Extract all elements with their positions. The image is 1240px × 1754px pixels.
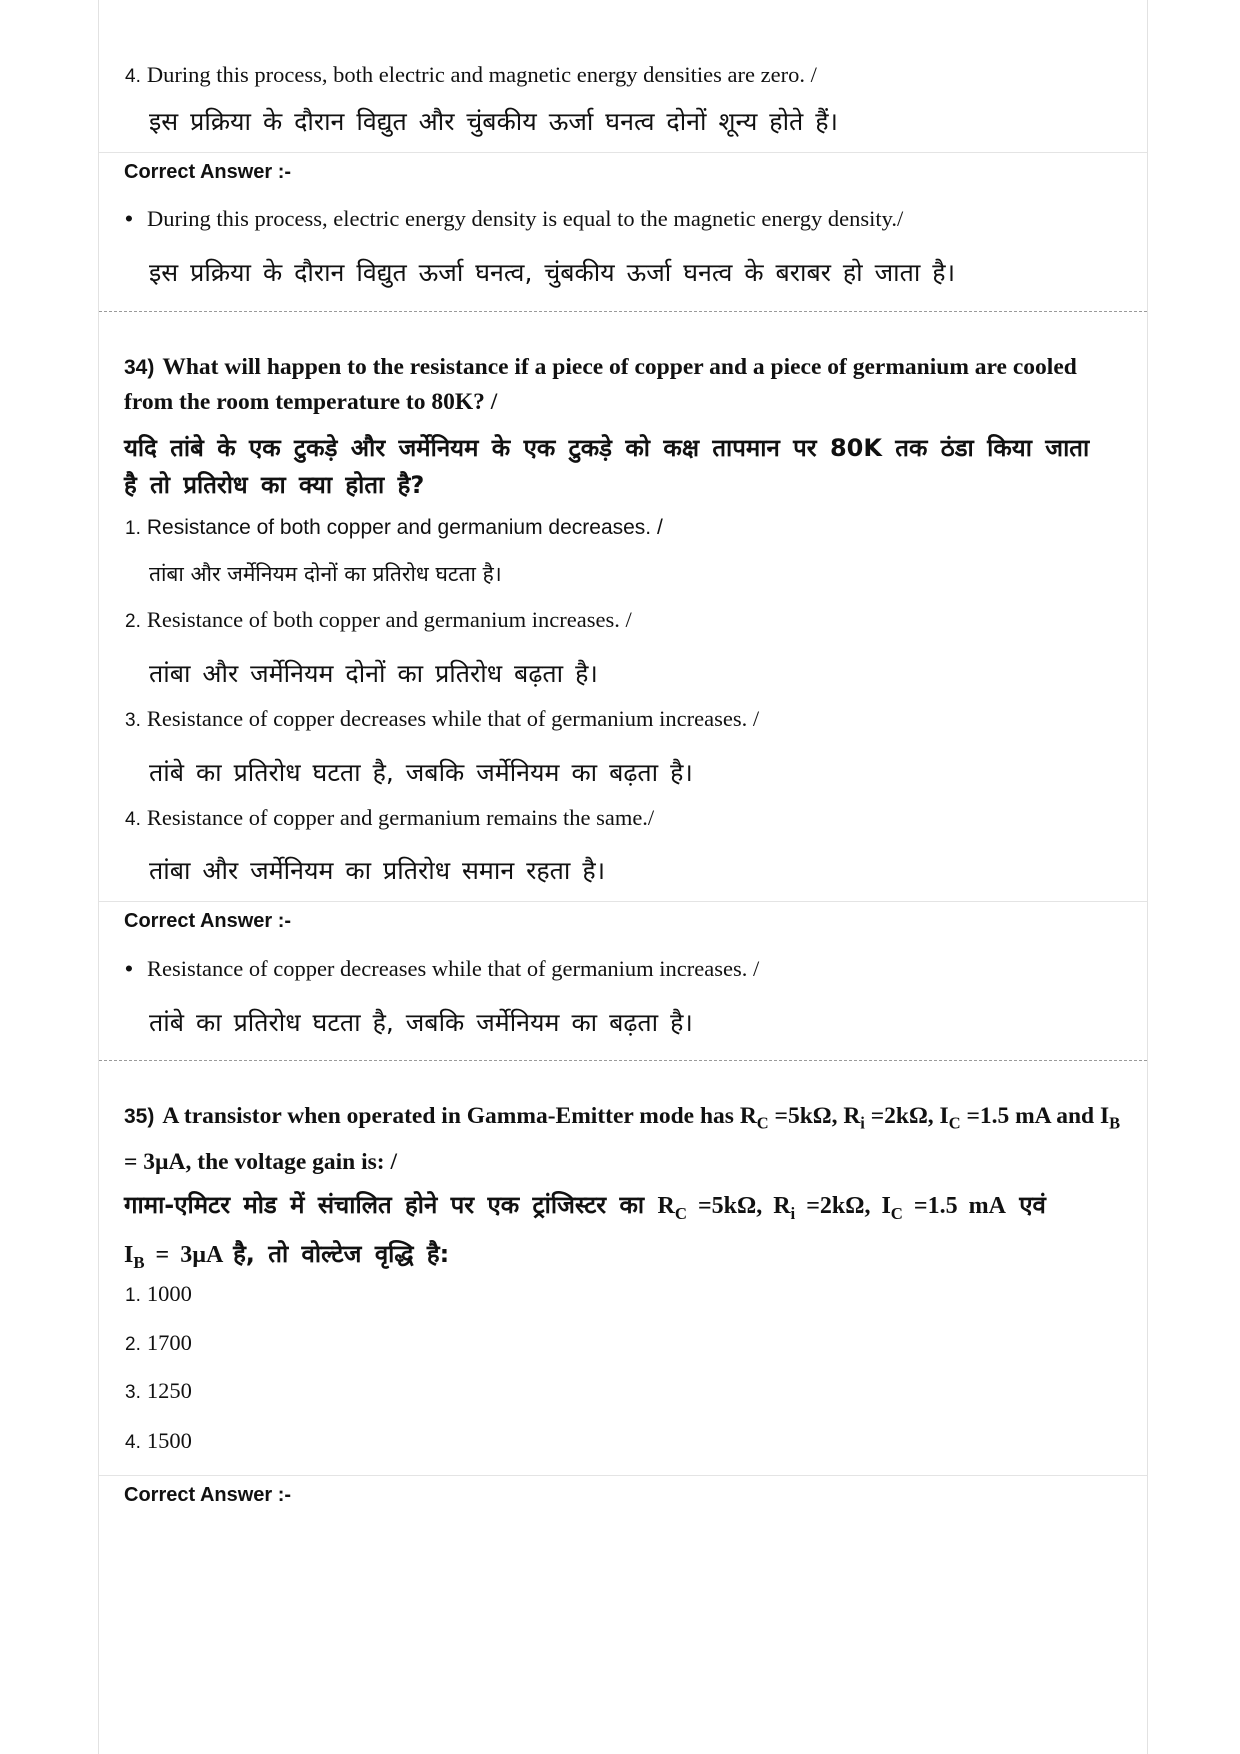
question-text: = 3µA xyxy=(144,1241,234,1268)
option-number: 1. xyxy=(125,1285,141,1306)
question-text: I xyxy=(124,1241,134,1268)
option-text-en: Resistance of copper and germanium remains the same./ xyxy=(146,805,655,830)
question-text: एवं xyxy=(1005,1191,1046,1219)
divider xyxy=(99,1475,1147,1476)
option-text-en: During this process, both electric and magnetic energy densities are zero. / xyxy=(146,62,817,87)
option-4-hi: तांबा और जर्मेनियम का प्रतिरोध समान रहता है। xyxy=(149,856,606,885)
subscript: i xyxy=(860,1113,865,1133)
option-number: 4. xyxy=(125,809,141,830)
option-2-hi: तांबा और जर्मेनियम दोनों का प्रतिरोध बढ़ता है। xyxy=(149,659,598,688)
option-3 xyxy=(125,1378,192,1404)
question-separator xyxy=(99,311,1147,312)
option-text-hi: इस प्रक्रिया के दौरान विद्युत और चुंबकीय ऊर्जा घनत्व दोनों शून्य होते हैं। xyxy=(149,107,838,136)
correct-answer-item xyxy=(125,206,903,232)
subscript: C xyxy=(674,1203,687,1223)
correct-answer-en: Resistance of copper decreases while that of germanium increases. / xyxy=(147,956,760,981)
option-4 xyxy=(125,62,817,88)
correct-answer-label: Correct Answer :- xyxy=(124,1484,292,1506)
subscript: C xyxy=(890,1203,903,1223)
option-value: 1500 xyxy=(146,1428,192,1453)
question-text: =1.5 mA xyxy=(902,1193,1006,1219)
option-text-en: Resistance of copper decreases while that of germanium increases. / xyxy=(146,706,760,731)
question-text: =2kΩ, I xyxy=(795,1193,891,1219)
subscript: i xyxy=(790,1203,796,1223)
question-text: =2kΩ, I xyxy=(864,1103,949,1129)
option-number: 2. xyxy=(125,611,141,632)
question-34-hi: यदि तांबे के एक टुकड़े और जर्मेनियम के एक टुकड़े को कक्ष तापमान पर 80K तक ठंडा किया जाता है तो प्रतिरोध का क्या होता है? xyxy=(124,434,1090,499)
question-35-en xyxy=(124,1097,1124,1181)
option-4 xyxy=(125,1428,192,1454)
subscript: B xyxy=(1109,1113,1121,1133)
divider xyxy=(99,152,1147,153)
correct-answer-item xyxy=(125,956,759,982)
option-1-hi: तांबा और जर्मेनियम दोनों का प्रतिरोध घटता है। xyxy=(149,562,502,586)
option-4 xyxy=(125,805,654,831)
question-number: 35) xyxy=(124,1105,155,1128)
option-1 xyxy=(125,1281,192,1307)
question-text: = 3µA, the voltage gain is: / xyxy=(124,1148,398,1175)
option-text-en: Resistance of both copper and germanium increases. / xyxy=(146,607,632,632)
subscript: C xyxy=(756,1113,769,1133)
correct-answer-hi: इस प्रक्रिया के दौरान विद्युत ऊर्जा घनत्व, चुंबकीय ऊर्जा घनत्व के बराबर हो जाता है। xyxy=(149,258,956,287)
option-2 xyxy=(125,607,632,633)
exam-page xyxy=(98,0,1148,1754)
option-number: 3. xyxy=(125,710,141,731)
bullet-icon: • xyxy=(125,206,133,231)
question-text: =5kΩ, R xyxy=(686,1193,791,1219)
option-number: 3. xyxy=(125,1382,141,1403)
divider xyxy=(99,901,1147,902)
option-number: 4. xyxy=(125,66,141,87)
question-text: गामा-एमिटर मोड में संचालित होने पर एक ट्रांजिस्टर का xyxy=(124,1191,658,1219)
question-text: What will happen to the resistance if a piece of copper and a piece of germanium are cooled from the room temperature to 80K? / xyxy=(124,354,1077,415)
question-text: R xyxy=(657,1193,675,1219)
question-text: है, तो वोल्टेज वृद्धि है: xyxy=(233,1239,450,1268)
option-text-en: Resistance of both copper and germanium decreases. / xyxy=(146,516,663,539)
option-value: 1000 xyxy=(146,1281,192,1306)
option-number: 1. xyxy=(125,518,141,539)
correct-answer-en: During this process, electric energy density is equal to the magnetic energy density./ xyxy=(147,206,904,231)
option-1 xyxy=(125,514,663,540)
question-text: =1.5 mA and I xyxy=(960,1103,1110,1129)
question-35-hi xyxy=(124,1185,1134,1283)
option-value: 1250 xyxy=(146,1378,192,1403)
question-34-en xyxy=(124,350,1124,419)
subscript: C xyxy=(948,1113,961,1133)
subscript: B xyxy=(133,1252,145,1272)
bullet-icon: • xyxy=(125,956,133,981)
option-number: 4. xyxy=(125,1432,141,1453)
option-3 xyxy=(125,706,759,732)
correct-answer-label: Correct Answer :- xyxy=(124,161,292,183)
question-number: 34) xyxy=(124,356,155,379)
option-3-hi: तांबे का प्रतिरोध घटता है, जबकि जर्मेनियम का बढ़ता है। xyxy=(149,758,693,787)
correct-answer-hi: तांबे का प्रतिरोध घटता है, जबकि जर्मेनियम का बढ़ता है। xyxy=(149,1008,693,1037)
question-separator xyxy=(99,1060,1147,1061)
question-text: =5kΩ, R xyxy=(768,1103,861,1129)
option-value: 1700 xyxy=(146,1330,192,1355)
option-2 xyxy=(125,1330,192,1356)
correct-answer-label: Correct Answer :- xyxy=(124,910,292,932)
question-text: A transistor when operated in Gamma-Emitter mode has R xyxy=(162,1103,757,1129)
option-number: 2. xyxy=(125,1334,141,1355)
